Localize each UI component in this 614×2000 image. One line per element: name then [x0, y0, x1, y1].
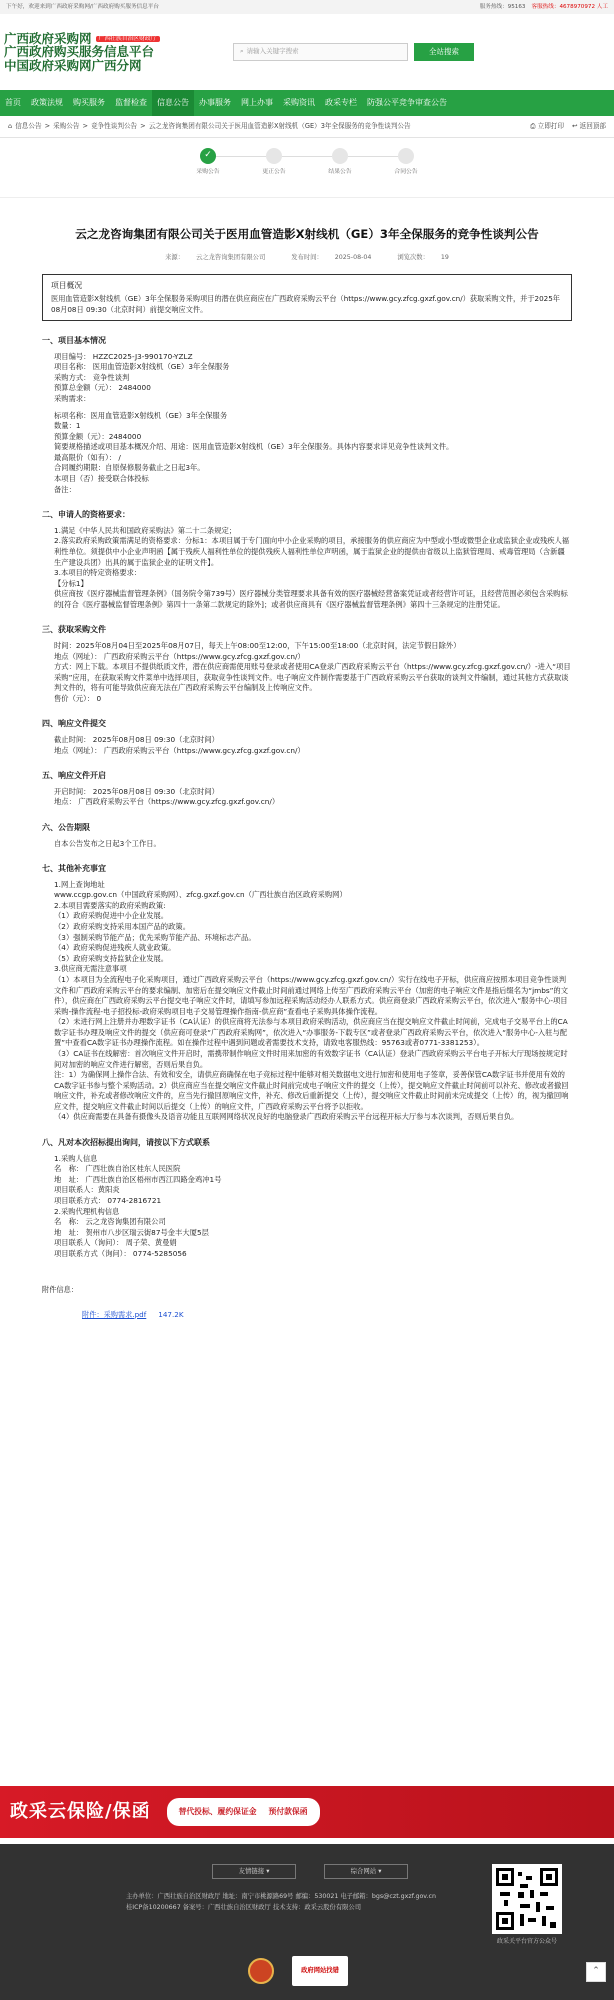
section-line: 项目联系方式： 0774-2816721 [54, 1195, 162, 1205]
section-line: （1）政府采购促进中小企业发展。 [54, 911, 169, 921]
banner-pill [167, 1798, 320, 1826]
attachments [42, 1285, 572, 1320]
gov-error-badge[interactable]: 政府网站找错 [292, 1956, 348, 1986]
print-button[interactable]: ⎙ 立即打印 [530, 121, 564, 130]
section-heading: 三、获取采购文件 [42, 625, 106, 635]
attachment-size: 147.2K [158, 1309, 184, 1319]
article-views: 19 [440, 253, 449, 261]
article-section [42, 822, 572, 849]
announcement-article [0, 198, 614, 1320]
section-heading: 七、其他补充事宜 [42, 864, 106, 874]
pending-icon [332, 148, 348, 164]
section-line: 地点（网址）： 广西政府采购云平台（https://www.gcy.zfcg.gxzf.gov.cn/） [54, 745, 305, 755]
search-input[interactable]: ⌕ 请输入关键字搜索 [233, 43, 408, 61]
insurance-banner[interactable] [0, 1786, 614, 1838]
section-heading: 二、申请人的资格要求： [42, 510, 130, 520]
nav-item-online-office[interactable]: 网上办事 [241, 98, 273, 108]
section-line: 1.采购人信息 [54, 1153, 98, 1163]
site-links-select[interactable]: 综合网站 ▾ [324, 1864, 408, 1879]
attachment-label: 附件信息： [42, 1285, 78, 1295]
step-procurement[interactable]: ✓ 采购公告 [175, 148, 241, 176]
section-line: 项目联系人（询问）： 周子荣、黄曼娟 [54, 1238, 177, 1248]
back-to-top-button[interactable] [586, 1962, 606, 1982]
nav-item-columns[interactable]: 政采专栏 [325, 98, 357, 108]
breadcrumb-item[interactable]: 采购公告 [53, 121, 80, 130]
attachment-link[interactable]: 附件：采购需求.pdf [82, 1309, 147, 1319]
banner-item: 替代投标、履约保证金 [178, 1807, 257, 1817]
party-emblem-icon[interactable] [248, 1958, 274, 1984]
friend-links-select[interactable]: 友情链接 ▾ [212, 1864, 296, 1879]
section-line: 售价（元）： 0 [54, 693, 102, 703]
section-line: 数量：1 [54, 421, 81, 431]
article-body [42, 335, 572, 1259]
section-line: 项目名称： 医用血管造影X射线机（GE）3年全保服务 [54, 362, 230, 372]
site-logo[interactable] [4, 32, 229, 71]
section-line: 预算金额（元）：2484000 [54, 431, 142, 441]
section-line: 本项目（否）接受联合体投标 [54, 474, 149, 484]
section-line: 【分标1】 [54, 578, 88, 588]
check-icon: ✓ [200, 148, 216, 164]
breadcrumb-current: 云之龙咨询集团有限公司关于医用血管造影X射线机（GE）3年全保服务的竞争性谈判公告 [148, 121, 411, 130]
nav-item-home[interactable]: 首页 [5, 98, 21, 108]
chevron-down-icon: ▾ [378, 1866, 382, 1875]
section-line: 截止时间： 2025年08月08日 09:30（北京时间） [54, 735, 219, 745]
nav-item-news[interactable]: 采购资讯 [283, 98, 315, 108]
section-heading: 六、公告期限 [42, 822, 90, 832]
section-line: 名 称： 广西壮族自治区桂东人民医院 [54, 1164, 181, 1174]
nav-item-supervision[interactable]: 监督检查 [115, 98, 147, 108]
banner-brand: 政采云保险/保函 [10, 1800, 151, 1822]
section-heading: 四、响应文件提交 [42, 719, 106, 729]
section-line: 3.本项目的特定资格要求： [54, 568, 142, 578]
logo-line-1: 广西政府采购网 [4, 31, 92, 47]
print-icon: ⎙ [530, 121, 536, 130]
pending-icon [266, 148, 282, 164]
customer-hotline: 客服热线：4678970972 人工 [531, 3, 608, 10]
back-button[interactable]: ↩ 返回顶部 [571, 121, 606, 130]
site-header [0, 14, 614, 90]
section-line: （3）强制采购节能产品；优先采购节能产品、环境标志产品。 [54, 932, 256, 942]
nav-item-purchase-service[interactable]: 购买服务 [73, 98, 105, 108]
qr-caption: 政采关平台官方公众号 [496, 1938, 557, 1945]
article-section [42, 509, 572, 610]
site-search [233, 43, 474, 61]
service-hotline: 服务热线：95163 [479, 3, 526, 10]
section-line: 开启时间： 2025年08月08日 09:30（北京时间） [54, 786, 219, 796]
section-line: 标项名称：医用血管造影X射线机（GE）3年全保服务 [54, 410, 228, 420]
step-contract[interactable]: 合同公告 [373, 148, 439, 176]
article-section [42, 863, 572, 1123]
logo-badge: 广西壮族自治区财政厅 [96, 36, 160, 42]
section-line: （4）供应商需要在具备有摄像头及语音功能且互联网网络状况良好的电脑登录广西政府采购云平台远程开标大厅参与本次谈判，否则后果自负。 [54, 1112, 519, 1122]
section-line: 采购需求： [54, 394, 91, 403]
logo-line-2: 广西政府购买服务信息平台 [4, 44, 155, 60]
chevron-down-icon: ▾ [266, 1866, 270, 1875]
section-line: 自本公告发布之日起3个工作日。 [54, 838, 161, 848]
section-heading: 五、响应文件开启 [42, 771, 106, 781]
article-section [42, 335, 572, 495]
section-line: （2）政府采购支持采用本国产品的政策。 [54, 922, 190, 932]
overview-title: 项目概况 [51, 280, 83, 290]
back-icon: ↩ [571, 121, 578, 130]
section-heading: 一、项目基本情况 [42, 336, 106, 346]
section-line: 地点（网址）： 广西政府采购云平台（https://www.gcy.zfcg.gxzf.gov.cn/） [54, 651, 305, 661]
section-line: 3.供应商无需注意事项 [54, 964, 127, 974]
welcome-text: 下午好，欢迎来到广西政府采购网/广西政府购买服务信息平台 [6, 3, 159, 10]
footer-info: 主办单位：广西壮族自治区财政厅 地址：南宁市桃源路69号 邮编：530021 电子邮箱：bgs@czt.gxzf.gov.cn 桂ICP备10200667 备案号：广西壮族自治区财政厅 技术支持：政采云股份有限公司 [126, 1893, 436, 1911]
article-meta: 来源： 云之龙咨询集团有限公司 发布时间： 2025-08-04 浏览次数： 19 [165, 253, 449, 261]
section-line: 地 址： 广西壮族自治区梧州市西江四路金鸡冲1号 [54, 1174, 222, 1184]
search-icon: ⌕ [240, 47, 244, 56]
main-nav [0, 90, 614, 116]
section-line: 预算总金额（元）： 2484000 [54, 383, 151, 393]
section-line: 采购方式： 竞争性谈判 [54, 372, 130, 382]
section-line: 项目联系人：黄阳炎 [54, 1185, 120, 1195]
section-line: 1.满足《中华人民共和国政府采购法》第二十二条规定； [54, 525, 237, 535]
section-line: 简要规格描述或项目基本概况介绍、用途：医用血管造影X射线机（GE）3年全保服务。具体内容要求详见竞争性谈判文件。 [54, 442, 454, 452]
section-heading: 八、凡对本次招标提出询问，请按以下方式联系 [42, 1138, 210, 1148]
site-footer [0, 1844, 614, 2000]
section-line: （1）本项目为全流程电子化采购项目，通过广西政府采购云平台（https://www.gcy.zfcg.gxzf.gov.cn/）实行在线电子开标，供应商应按照本项目竞争性谈判文件和广西政府采购云平台的要求编制、加密后在提交响应文件截止时间前通过网络上传至广西政府采购云平台（加密的电子响应文件是指后缀名为“jmbs”的文件），供应商在广西政府采购云平台提交电子响应文件时，请填写参加远程采购活动经办人联系方式。供应商登录广西政府采购云平台，依次进入“服务中心-项目采购-操作流程-电子招投标-政府采购项目电子交易管理操作指南-供应商”查看电子采购具体操作流程。 [54, 974, 569, 1016]
nav-item-services[interactable]: 办事服务 [199, 98, 231, 108]
announcement-steps [0, 138, 614, 198]
logo-line-3: 中国政府采购网广西分网 [4, 57, 142, 73]
section-line: 时间：2025年08月04日至2025年08月07日，每天上午08:00至12:00，下午15:00至18:00（北京时间，法定节假日除外） [54, 641, 461, 651]
section-line: 1.网上查询地址 [54, 879, 105, 889]
article-section [42, 1137, 572, 1259]
home-icon: ⌂ [8, 121, 13, 130]
section-line: 合同履约期限：自原保修服务截止之日起3年。 [54, 463, 205, 473]
top-bar [0, 0, 614, 14]
section-line: 2.采购代理机构信息 [54, 1206, 120, 1216]
breadcrumb-item[interactable]: 信息公告 [15, 121, 42, 130]
section-line: 项目编号： HZZC2025-J3-990170-YZLZ [54, 351, 193, 361]
article-section [42, 624, 572, 704]
section-line: （3）CA证书在线解密：首次响应文件开启时，需携带制作响应文件时用来加密的有效数字证书（CA认证）登录广西政府采购云平台电子开标大厅现场按规定时间对加密的响应文件进行解密，否则后果自负。 [54, 1049, 568, 1069]
section-line: 注：1）为确保网上操作合法、有效和安全，请供应商确保在电子竞标过程中能够对相关数据电文进行加密和使用电子签章，妥善保管CA数字证书并使用有效的CA数字证书参与整个采购活动。2）供应商应当在提交响应文件截止时间前完成电子响应文件的提交（上传），提交响应文件截止时间前可以补充、修改或者撤回响应文件，补充或者修改响应文件的，应当先行撤回原响应文件，补充、修改后重新提交（上传），提交响应文件截止时间前未完成提交（上传）的，视为撤回响应文件，提交响应文件截止时间以后提交（上传）的响应文件，广西政府采购云平台将予以拒收。 [54, 1070, 569, 1111]
section-line: 供应商按《医疗器械监督管理条例》（国务院令第739号）医疗器械分类管理要求具备有效的医疗器械经营备案凭证或者经营许可证，且经营范围必须包含采购标的[符合《医疗器械监督管理条例》第四十一条第二款规定的除外]；或者供应商具有《医疗器械监督管理条例》第四十三条规定的注册凭证。 [54, 589, 568, 609]
section-line: 地 址： 贺州市八步区瑞云街87号金丰大厦5层 [54, 1227, 209, 1237]
section-line: （4）政府采购促进残疾人就业政策。 [54, 943, 176, 953]
article-section [42, 770, 572, 808]
section-line: 2.落实政府采购政策需满足的资格要求：分标1：本项目属于专门面向中小企业采购的项目，承接服务的供应商应为中型或小型或微型企业或监狱企业或残疾人福利性单位。须提供中小企业声明函【属于残疾人福利性单位的提供残疾人福利性单位声明函，属于监狱企业的提供由省级以上监狱管理局、戒毒管理局（含新疆生产建设兵团）出具的属于监狱企业的证明文件】。 [54, 536, 570, 567]
section-line: 备注： [54, 484, 76, 494]
section-line: 2.本项目需要落实的政府采购政策: [54, 900, 166, 910]
step-result[interactable]: 结果公告 [307, 148, 373, 176]
breadcrumb-item[interactable]: 竞争性谈判公告 [91, 121, 138, 130]
article-source: 云之龙咨询集团有限公司 [196, 253, 266, 261]
page-title: 云之龙咨询集团有限公司关于医用血管造影X射线机（GE）3年全保服务的竞争性谈判公告 [75, 227, 539, 241]
qr-code-icon [492, 1864, 562, 1934]
overview-text: 医用血管造影X射线机（GE）3年全保服务采购项目的潜在供应商应在广西政府采购云平台（https://www.gcy.zfcg.gxzf.gov.cn/）获取采购文件，并于2025年08月08日 09:30（北京时间）前提交响应文件。 [51, 294, 560, 314]
article-date: 2025-08-04 [334, 253, 372, 261]
project-overview [42, 274, 572, 321]
section-line: www.ccgp.gov.cn（中国政府采购网）、zfcg.gxzf.gov.cn（广西壮族自治区政府采购网） [54, 890, 347, 900]
pending-icon [398, 148, 414, 164]
section-line: 方式：网上下载。本项目不提供纸质文件，潜在供应商需使用账号登录或者使用CA登录广西政府采购云平台（https://www.gcy.zfcg.gxzf.gov.cn/）-进入“项目采购”应用，在获取采购文件菜单中选择项目，获取竞争性谈判文件。电子响应文件制作需要基于广西政府采购云平台获取的谈判文件编制，通过其他方式获取谈判文件的，将有可能导致供应商无法在广西政府采购云平台编制及上传响应文件。 [54, 662, 571, 693]
arrow-up-icon: ⌃ [592, 1966, 600, 1977]
nav-item-announcements[interactable]: 信息公告 [152, 90, 194, 116]
step-correction[interactable]: 更正公告 [241, 148, 307, 176]
section-line: （2）未进行网上注册并办理数字证书（CA认证）的供应商将无法参与本项目政府采购活动，供应商应当在提交响应文件截止时间前，完成电子交易平台上的CA数字证书办理及响应文件的提交（供应商可登录“广西政府采购网”，依次进入“办事服务-下载专区”或者登录广西政府采购云平台，依次进入“服务中心-入驻与配置”中查看CA数字证书办理操作流程。如在操作过程中遇到问题或者需要技术支持，请致电客服热线：95763或者0771-3381253）。 [54, 1017, 568, 1048]
breadcrumb: ⌂ 信息公告 > 采购公告 > 竞争性谈判公告 > 云之龙咨询集团有限公司关于医用血管造影X射线机（GE）3年全保服务的竞争性谈判公告 ⎙ 立即打印 ↩ 返回顶部 [0, 116, 614, 138]
section-line: 项目联系方式（询问）： 0774-5285056 [54, 1248, 187, 1258]
section-line: 名 称： 云之龙咨询集团有限公司 [54, 1217, 166, 1227]
search-button[interactable]: 全站搜索 [414, 43, 474, 61]
section-line: 地点： 广西政府采购云平台（https://www.gcy.zfcg.gxzf.gov.cn/） [54, 797, 280, 807]
article-section [42, 718, 572, 756]
section-line: （5）政府采购支持监狱企业发展。 [54, 953, 169, 963]
section-line: 最高限价（如有）： / [54, 452, 121, 462]
banner-item: 预付款保函 [268, 1807, 308, 1817]
nav-item-fair-competition[interactable]: 防强公平竞争审查公告 [367, 98, 447, 108]
nav-item-policy[interactable]: 政策法规 [31, 98, 63, 108]
